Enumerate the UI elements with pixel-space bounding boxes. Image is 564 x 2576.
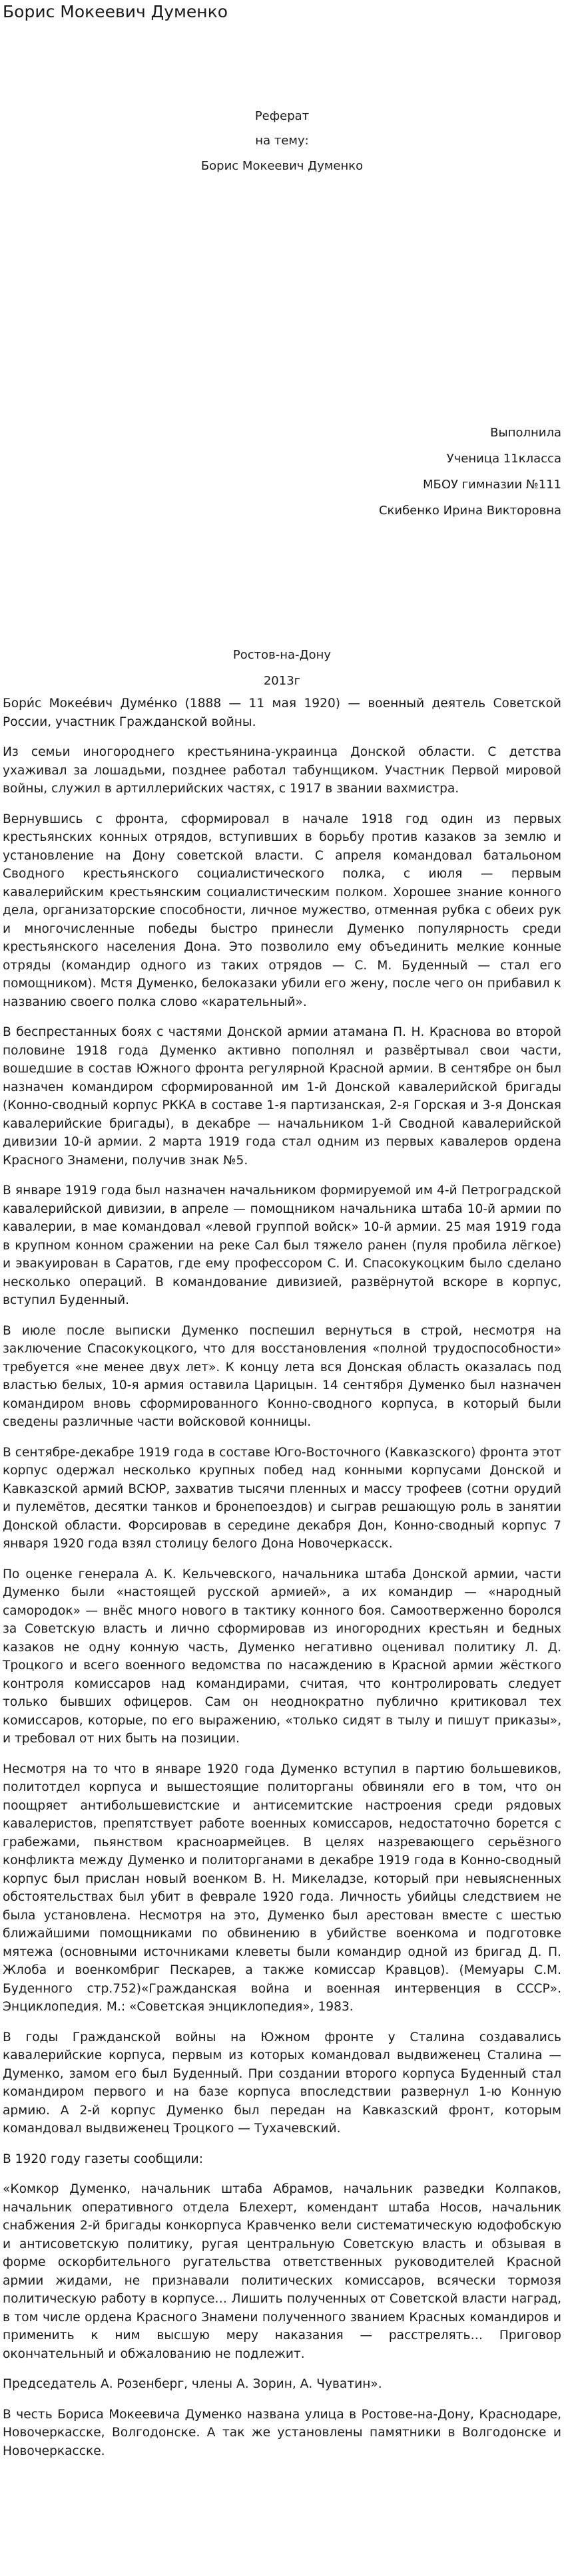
paragraph-newspapers: В 1920 году газеты сообщили: — [3, 2152, 203, 2166]
paragraph-tribunal: Председатель А. Розенберг, члены А. Зорин, А. Чуватин». — [3, 2377, 382, 2391]
author-line-2: Ученица 11класса — [446, 452, 561, 466]
paragraph-krasnov-battles: В беспрестанных боях с частями Донской армии атамана П. Н. Краснова во второй половине 1918 года Думенко активно пополнял и развёртывал свои части, вошедшие в состав Южного фронта регулярной Красной армии. В сентябре он был назначен командиром сформированной им 1-й Донской кавалерийской бригады (Конно-сводный корпус РККА в составе 1-я партизанская, 2-я Горская и 3-я Донская кавалерийские бригады), в декабре — начальником 1-й Сводной кавалерийской дивизии 10-й армии. 2 марта 1919 года стал одним из первых кавалеров ордена Красного Знамени, получив знак №5. — [3, 1025, 561, 1168]
paragraph-cavalry-corps: В годы Гражданской войны на Южном фронте у Сталина создавались кавалерийские корпуса, первым из которых командовал выдвиженец Сталина — Думенко, замом его был Буденный. При создании второго корпуса Буденный стал командиром первого и на базе корпуса впоследствии развернул 1-ю Конную армию. А 2-й корпус Думенко был передан на Кавказский фронт, которым командовал выдвиженец Троцкого — Тухачевский. — [3, 2030, 561, 2136]
author-line-1: Выполнила — [490, 426, 561, 440]
paragraph-arrest: Несмотря на то что в январе 1920 года Думенко вступил в партию большевиков, политотдел корпуса и вышестоящие политорганы обвиняли его в том, что он поощряет антибольшевистские и антисемитские настроения среди рядовых кавалеристов, препятствует работе военных комиссаров, недостаточно борется с грабежами, пьянством красноармейцев. В целях назревающего серьёзного конфликта между Думенко и политорганами в декабре 1919 года в Конно-сводный корпус был прислан новый военком В. Н. Микеладзе, который при невыясненных обстоятельствах был убит в феврале 1920 года. Личность убийцы следствием не была установлена. Несмотря на это, Думенко был арестован вместе с шестью ближайшими помощниками по обвинению в убийстве военкома и подготовке мятежа (основными источниками клеветы были командир одной из бригад Д. П. Жлоба и военкомбриг Пескарев, а также комиссар Кравцов). (Мемуары С.М. Буденного стр.752)«Гражданская война и военная интервенция в СССР». Энциклопедия. М.: «Советская энциклопедия», 1983. — [3, 1762, 561, 2014]
paragraph-sept-dec-1919: В сентябре-декабре 1919 года в составе Юго-Восточного (Кавказского) фронта этот корпус одержал несколько крупных побед над конными корпусами Донской и Кавказской армий ВСЮР, захватив тысячи пленных и массу трофеев (сотни орудий и пулемётов, десятки танков и бронепоездов) и сыграв решающую роль в занятии Донской области. Форсировав в середине декабря Дон, Конно-сводный корпус 7 января 1920 года взял столицу белого Дона Новочеркасск. — [3, 1445, 561, 1551]
paragraph-origin: Из семьи иногороднего крестьянина-украинца Донской области. С детства ухаживал за лошадьми, позднее работал табунщиком. Участник Первой мировой войны, служил в артиллерийских частях, с 1917 в звании вахмистра. — [3, 745, 561, 796]
paragraph-1918: Вернувшись с фронта, сформировал в начале 1918 год один из первых крестьянских конных отрядов, вступивших в борьбу против казаков за землю и установление на Дону советской власти. С апреля командовал батальоном Сводного крестьянского социалистического полка, с июля — первым кавалерийским крестьянским социалистическим полком. Хорошее знание конного дела, организаторские способности, личное мужество, отменная рубка с обеих рук и многочисленные победы быстро принесли Думенко популярность среди крестьянского населения Дона. Это позволило ему объединить мелкие конные отряды (командир одного из таких отрядов — С. М. Буденный — стал его помощником). Мстя Думенко, белоказаки убили его жену, после чего он прибавил к названию своего полка слово «карательный». — [3, 812, 561, 1009]
paragraph-memory: В честь Бориса Мокеевича Думенко названа улица в Ростове-на-Дону, Краснодаре, Новочеркасске, Волгодонске. А так же установлены памятники в Волгодонске и Новочеркасске. — [3, 2407, 561, 2458]
document-title: Борис Мокеевич Думенко — [3, 2, 228, 21]
paragraph-kelchevsky: По оценке генерала А. К. Кельчевского, начальника штаба Донской армии, части Думенко были «настоящей русской армией», а их командир — «народный самородок» — внёс много нового в тактику конного боя. Самоотверженно боролся за Советскую власть и лично сформировав из иногородних крестьян и бедных казаков не одну конную часть, Думенко негативно оценивал политику Л. Д. Троцкого и всего военного ведомства по насаждению в Красной армии жёсткого контроля комиссаров над командирами, считая, что контролировать следует только бывших офицеров. Сам он неоднократно публично критиковал тех комиссаров, которые, по его выражению, «только сидят в тылу и пишут приказы», и требовал от них быть на позиции. — [3, 1567, 561, 1746]
author-line-4: Скибенко Ирина Викторовна — [378, 504, 561, 518]
author-line-3: МБОУ гимназии №111 — [422, 478, 561, 492]
paragraph-verdict: «Комкор Думенко, начальник штаба Абрамов, начальник разведки Колпаков, начальник оперативного отдела Блехерт, комендант штаба Носов, начальник снабжения 2-й бригады конкорпуса Кравченко вели систематическую юдофобскую и антисоветскую политику, ругая центральную Советскую власть и обзывая в форме оскорбительного ругательства ответственных руководителей Красной армии жидами, не признавали политических комиссаров, всячески тормозя политическую работу в корпусе… Лишить полученных от Советской власти наград, в том числе ордена Красного Знамени полученного званием Красных командиров и применить к ним высшую меру наказания — расстрелять… Приговор окончательный и обжалованию не подлежит. — [3, 2182, 561, 2361]
paragraph-intro: Бори́с Мокее́вич Думе́нко (1888 — 11 мая 1920) — военный деятель Советской России, участник Гражданской войны. — [3, 697, 561, 729]
cover-label: Реферат — [254, 109, 310, 123]
cover-subject-line: на тему: — [255, 134, 309, 148]
article-body — [3, 695, 561, 2472]
paragraph-january-1919: В январе 1919 года был назначен начальником формируемой им 4-й Петроградской кавалерийской дивизии, в апреле — помощником начальника штаба 10-й армии по кавалерии, в мае командовал «левой группой войск» 10-й армии. 25 мая 1919 года в крупном конном сражении на реке Сал был тяжело ранен (пуля пробила лёгкое) и эвакуирован в Саратов, где ему профессором С. И. Спасокукоцким было сделано несколько операций. В командование дивизией, развёрнутой вскоре в корпус, вступил Буденный. — [3, 1184, 561, 1307]
paragraph-july: В июле после выписки Думенко поспешил вернуться в строй, несмотря на заключение Спасокукоцкого, что для восстановления «полной трудоспособности» требуется «не менее двух лет». К концу лета вся Донская область оказалась под властью белых, 10-я армия оставила Царицын. 14 сентября Думенко был назначен командиром вновь сформированного Конно-сводного корпуса, в который были сведены различные части войсковой конницы. — [3, 1323, 561, 1429]
cover-city: Ростов-на-Дону — [232, 648, 332, 662]
cover-year: 2013г — [263, 674, 301, 688]
cover-topic: Борис Мокеевич Думенко — [200, 159, 364, 173]
